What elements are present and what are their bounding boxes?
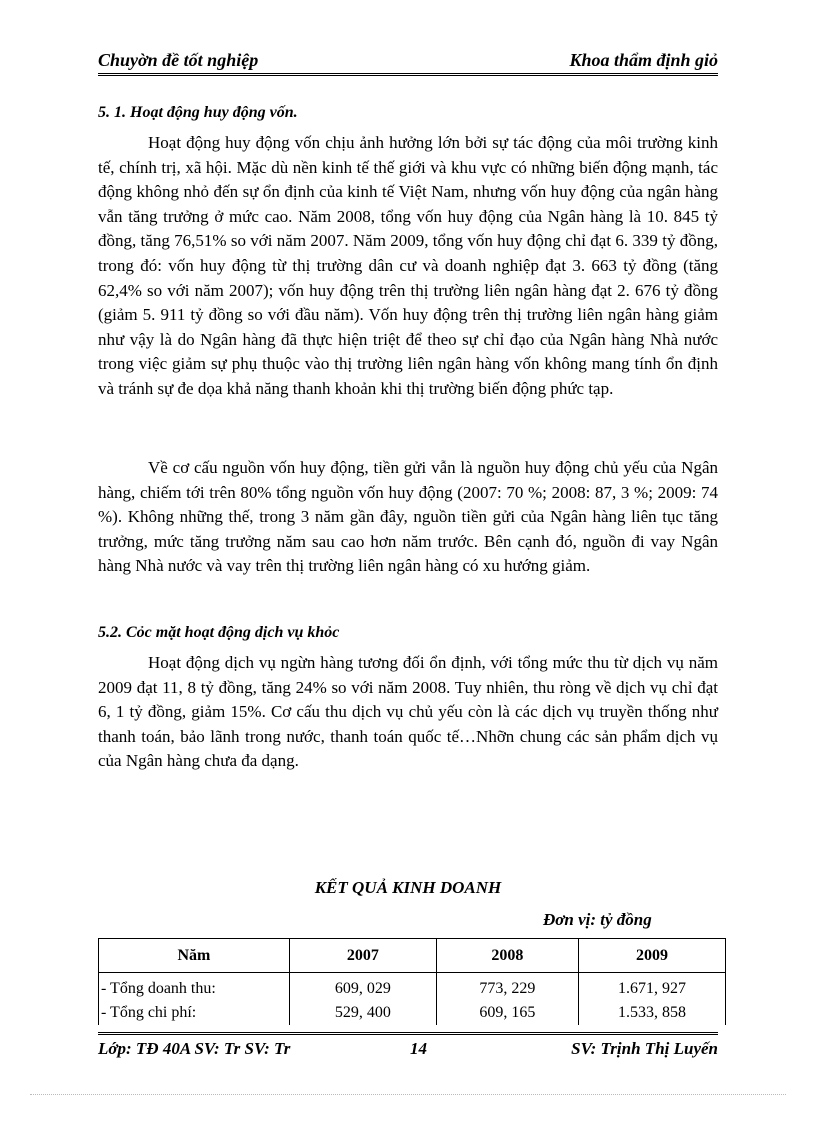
footer-class-info: Lớp: TĐ 40A SV: Tr SV: Tr bbox=[98, 1039, 291, 1058]
footer-double-rule bbox=[98, 1032, 718, 1035]
cell-expenses-2007: 529, 400 bbox=[289, 1001, 436, 1025]
header-year: Năm bbox=[99, 939, 290, 973]
table-title: KẾT QUẢ KINH DOANH bbox=[314, 878, 502, 897]
table-header-row bbox=[99, 939, 726, 973]
row-label-revenue: - Tổng doanh thu: bbox=[99, 973, 290, 1002]
table-row bbox=[99, 973, 726, 1002]
cell-expenses-2008: 609, 165 bbox=[436, 1001, 578, 1025]
page-bottom-border bbox=[30, 1094, 786, 1095]
cell-revenue-2009: 1.671, 927 bbox=[578, 973, 725, 1002]
paragraph-capital-structure: Về cơ cấu nguồn vốn huy động, tiền gửi vẫn là nguồn huy động chủ yếu của Ngân hàng, chiếm tới trên 80% tổng nguồn vốn huy động (2007: 70 %; 2008: 87, 3 %; 2009: 74 %). Không những thế, trong 3 năm gần đây, nguồn tiền gửi của Ngân hàng liên tục tăng trưởng, mức tăng trưởng năm sau cao hơn năm trước. Bên cạnh đó, nguồn đi vay Ngân hàng Nhà nước và vay trên thị trường liên ngân hàng có xu hướng giảm. bbox=[98, 458, 718, 576]
header-thesis-title: Chuyờn đề tốt nghiệp bbox=[98, 50, 259, 70]
page-footer bbox=[98, 1032, 718, 1062]
table-unit: Đơn vị: tỷ đồng bbox=[543, 910, 652, 929]
page-number: 14 bbox=[410, 1039, 427, 1058]
business-results-table bbox=[98, 938, 726, 1025]
header-2009: 2009 bbox=[578, 939, 725, 973]
footer-student-name: SV: Trịnh Thị Luyến bbox=[571, 1039, 718, 1058]
header-2008: 2008 bbox=[436, 939, 578, 973]
header-2007: 2007 bbox=[289, 939, 436, 973]
cell-revenue-2007: 609, 029 bbox=[289, 973, 436, 1002]
header-double-rule bbox=[98, 73, 718, 76]
paragraph-other-services: Hoạt động dịch vụ ngừn hàng tương đối ổn định, với tổng mức thu từ dịch vụ năm 2009 đạt 11, 8 tỷ đồng, tăng 24% so với năm 2008. Tuy nhiên, thu ròng về dịch vụ chỉ đạt 6, 1 tỷ đồng, giảm 15%. Cơ cấu thu dịch vụ chủ yếu còn là các dịch vụ truyền thống như thanh toán, bảo lãnh trong nước, thanh toán quốc tế…Nhỡn chung các sản phẩm dịch vụ của Ngân hàng chưa đa dạng. bbox=[98, 653, 718, 771]
row-label-expenses: - Tổng chi phí: bbox=[99, 1001, 290, 1025]
section-heading-other-services: 5.2. Cỏc mặt hoạt động dịch vụ khỏc bbox=[98, 624, 340, 641]
section-heading-capital-mobilization: 5. 1. Hoạt động huy động vốn. bbox=[98, 104, 298, 121]
page-header bbox=[98, 44, 718, 76]
header-faculty: Khoa thẩm định giỏ bbox=[569, 50, 718, 70]
paragraph-capital-mobilization: Hoạt động huy động vốn chịu ảnh hưởng lớn bởi sự tác động của môi trường kinh tế, chính trị, xã hội. Mặc dù nền kinh tế thế giới và khu vực có những biến động mạnh, tác động không nhỏ đến sự ổn định của kinh tế Việt Nam, nhưng vốn huy động của ngân hàng vẫn tăng trưởng ở mức cao. Năm 2008, tổng vốn huy động của Ngân hàng là 10. 845 tỷ đồng, tăng 76,51% so với năm 2007. Năm 2009, tổng vốn huy động chỉ đạt 6. 339 tỷ đồng, trong đó: vốn huy động từ thị trường dân cư và doanh nghiệp đạt 3. 663 tỷ đồng (tăng 62,4% so với năm 2007); vốn huy động trên thị trường liên ngân hàng đạt 2. 676 tỷ đồng (giảm 5. 911 tỷ đồng so với đầu năm). Vốn huy động trên thị trường liên ngân hàng giảm như vậy là do Ngân hàng đã thực hiện triệt để theo sự chỉ đạo của Ngân hàng Nhà nước trong việc giảm sự phụ thuộc vào thị trường liên ngân hàng vốn không mang tính ổn định và tránh sự đe dọa khả năng thanh khoản khi thị trường biến động phức tạp. bbox=[98, 133, 718, 398]
table-row bbox=[99, 1001, 726, 1025]
cell-revenue-2008: 773, 229 bbox=[436, 973, 578, 1002]
cell-expenses-2009: 1.533, 858 bbox=[578, 1001, 725, 1025]
